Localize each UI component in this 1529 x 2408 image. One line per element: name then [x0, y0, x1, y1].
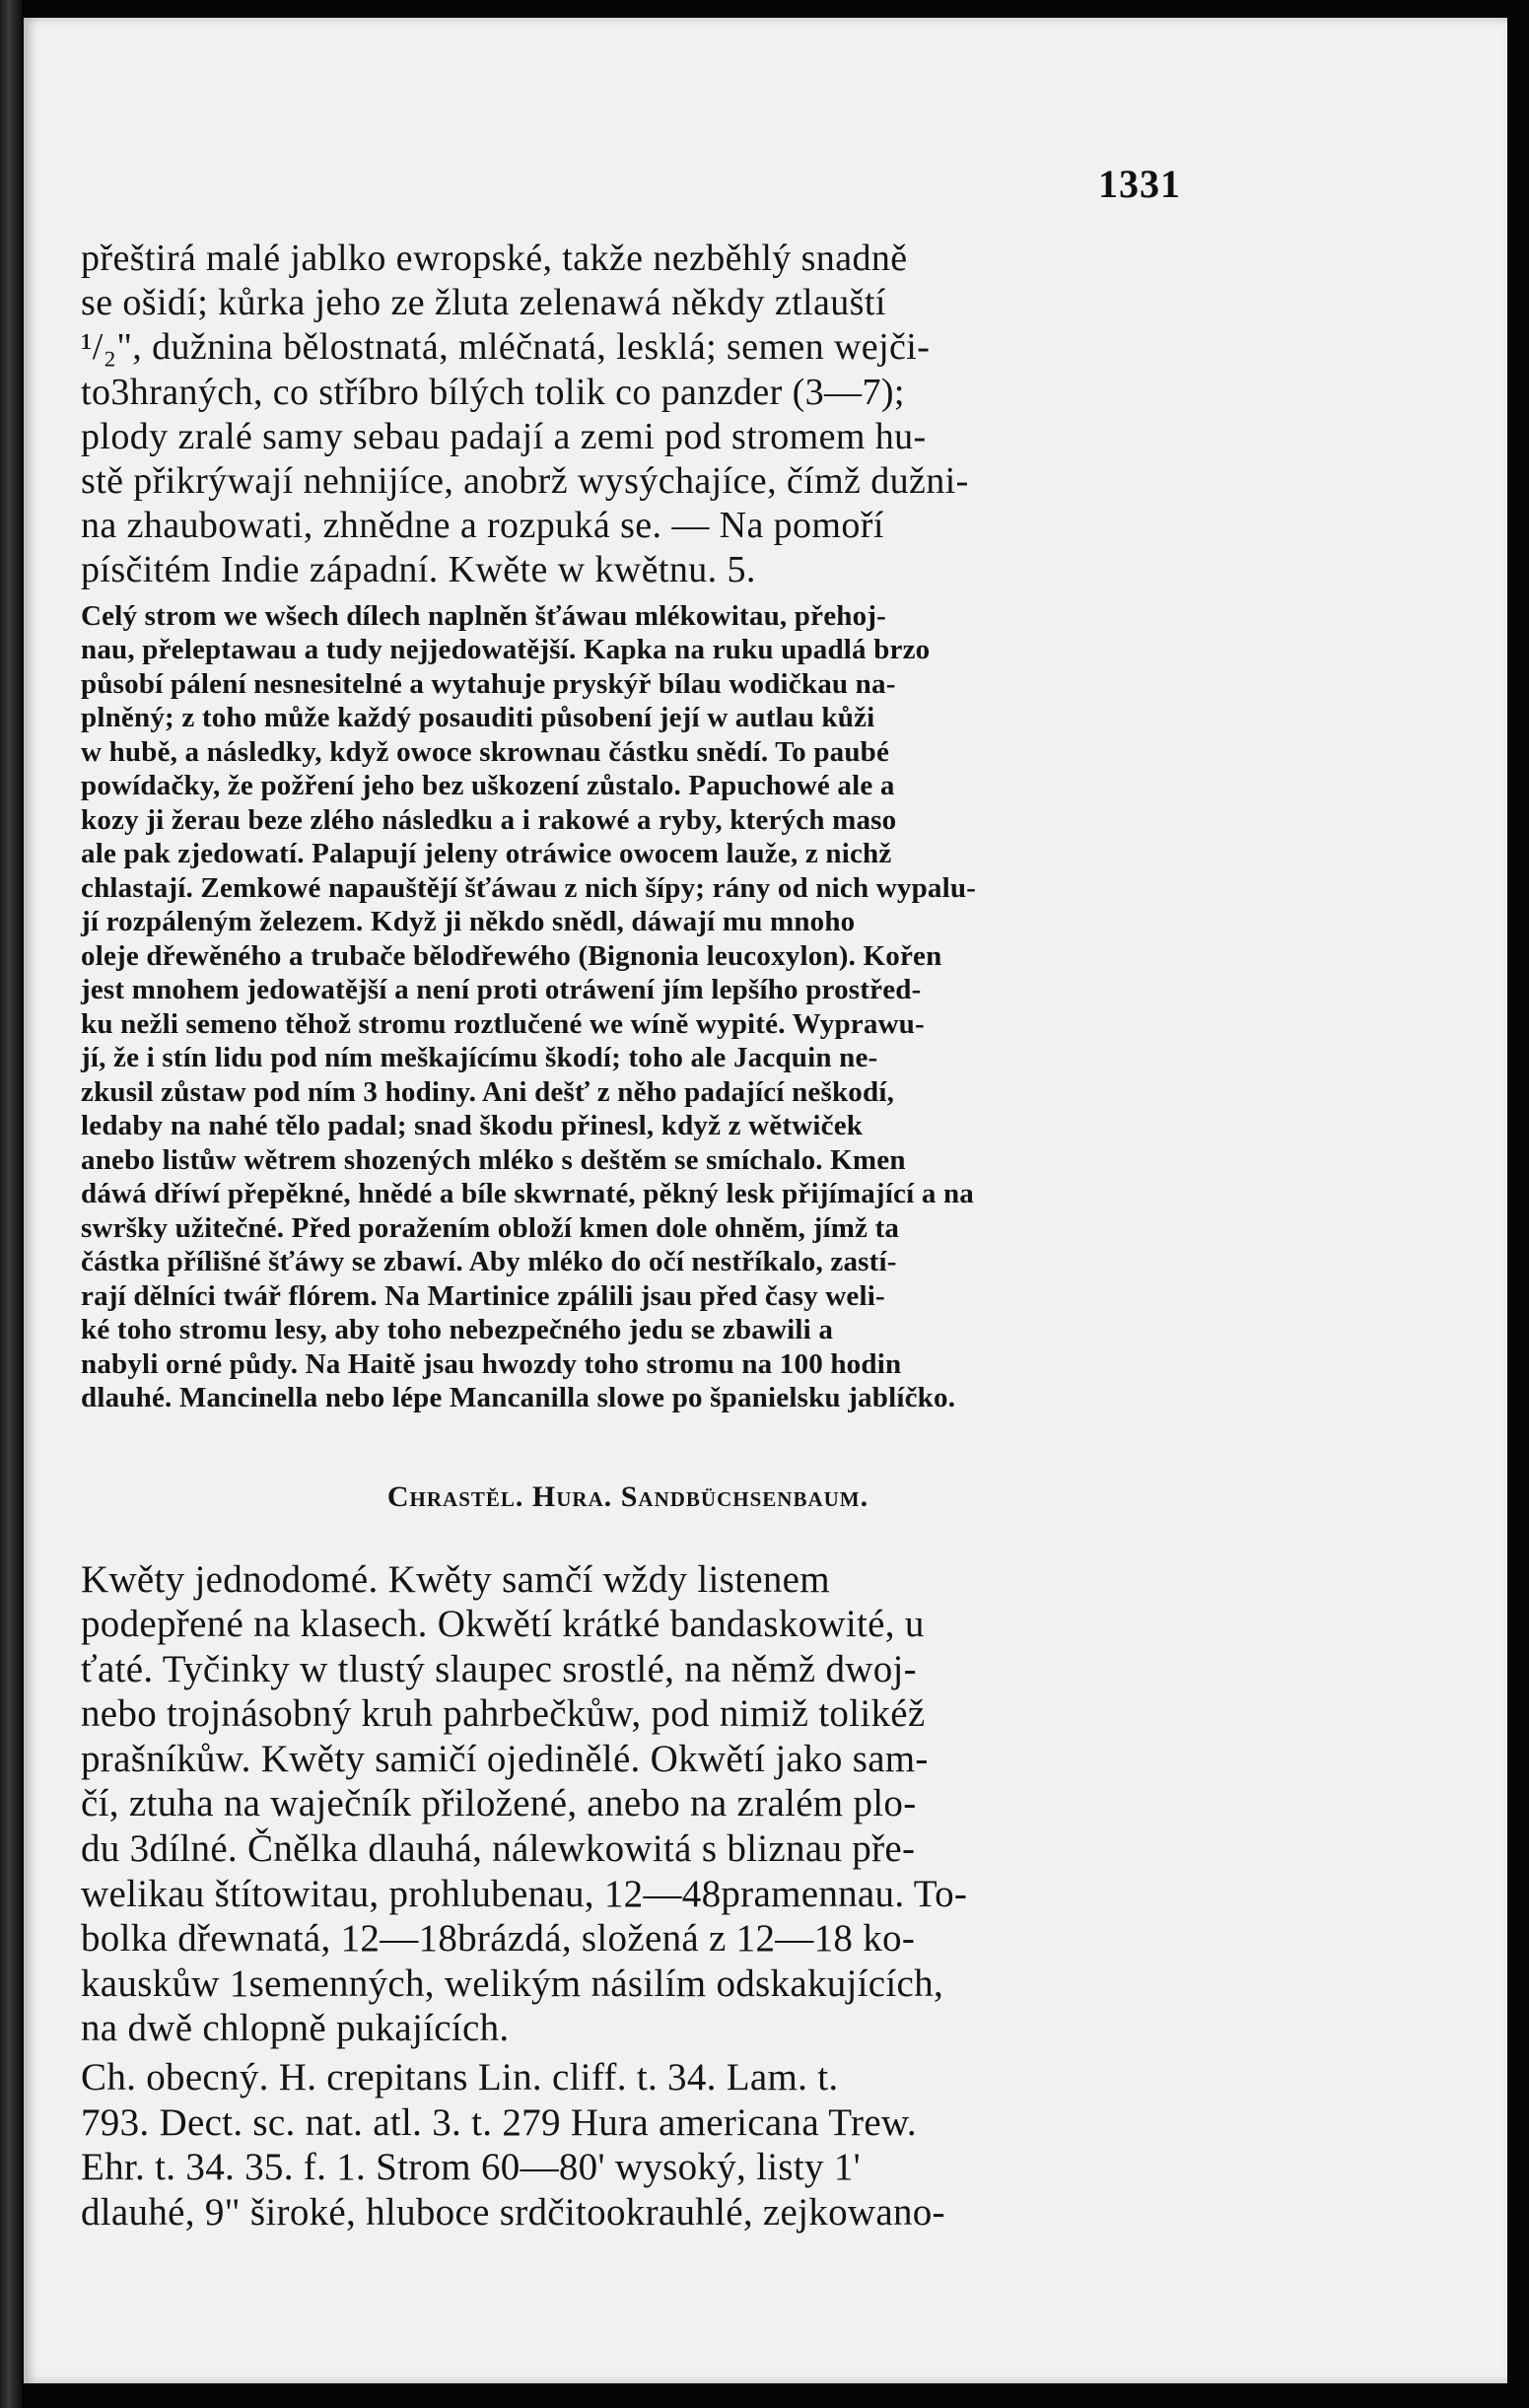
- text-line: welikau štítowitau, prohlubenau, 12—48pramennau. To-: [81, 1872, 968, 1915]
- note-line: částka přílišné šťáwy se zbawí. Aby mléko do očí nestříkalo, zastí-: [81, 1246, 897, 1277]
- note-line: jest mnohem jedowatější a není proti otráwení jím lepšího prostřed-: [81, 974, 922, 1005]
- note-line: jí rozpáleným železem. Když ji někdo snědl, dáwají mu mnoho: [81, 906, 856, 937]
- note-line: plněný; z toho může každý posauditi působení její w autlau kůži: [81, 702, 875, 733]
- note-small-print: [81, 599, 1175, 1415]
- note-line: působí pálení nesnesitelné a wytahuje pryskýř bílau wodičkau na-: [81, 667, 896, 700]
- text-line: podepřené na klasech. Okwětí krátké bandaskowité, u: [81, 1603, 925, 1646]
- note-line: zkusil zůstaw pod ním 3 hodiny. Ani dešť z něho padající neškodí,: [81, 1075, 895, 1108]
- note-line: jí, že i stín lidu pod ním meškajícímu škodí; toho ale Jacquin ne-: [81, 1042, 878, 1073]
- text-line: to3hraných, co stříbro bílých tolik co panzder (3—7);: [81, 371, 905, 413]
- paragraph-genus-description: [81, 1557, 1175, 2052]
- note-line: dáwá dříwí přepěkné, hnědé a bíle skwrnaté, pěkný lesk přijímající a na: [81, 1178, 975, 1209]
- text-line: na zhaubowati, zhnědne a rozpuká se. — Na pomoří: [81, 505, 884, 547]
- note-line: ku nežli semeno těhož stromu roztlučené we wíně wypité. Wyprawu-: [81, 1007, 925, 1040]
- note-line: powídačky, že požření jeho bez uškození zůstalo. Papuchowé ale a: [81, 770, 895, 801]
- note-line: ale pak zjedowatí. Palapují jeleny otráwice owocem lauže, z nichž: [81, 838, 892, 869]
- page-number: 1331: [1098, 162, 1181, 206]
- text-line: přeštirá malé jablko ewropské, takže nezběhlý snadně: [81, 238, 908, 279]
- note-line: nau, přeleptawau a tudy nejjedowatější. Kapka na ruku upadlá brzo: [81, 634, 931, 665]
- note-line: nabyli orné půdy. Na Haitě jsau hwozdy toho stromu na 100 hodin: [81, 1347, 902, 1380]
- note-line: kozy ji žerau beze zlého následku a i rakowé a ryby, kterých maso: [81, 803, 897, 836]
- section-heading: Chrastěl. Hura. Sandbüchsenbaum.: [386, 1479, 869, 1513]
- note-line: chlastají. Zemkowé napauštějí šťáwau z nich šípy; rány od nich wypalu-: [81, 871, 977, 904]
- paragraph-description-end: [81, 237, 1175, 593]
- text-line: ¹/₂", dužnina bělostnatá, mléčnatá, lesklá; semen wejči-: [81, 326, 931, 369]
- text-line: 793. Dect. sc. nat. atl. 3. t. 279 Hura americana Trew.: [81, 2100, 917, 2144]
- note-line: rají dělníci twář flórem. Na Martinice zpálili jsau před časy weli-: [81, 1279, 885, 1312]
- text-line: na dwě chlopně pukajících.: [81, 2007, 510, 2050]
- paragraph-species: [81, 2055, 1175, 2235]
- text-line: Ch. obecný. H. crepitans Lin. cliff. t. 34. Lam. t.: [81, 2056, 839, 2099]
- note-line: ledaby na nahé tělo padal; snad škodu přinesl, když z wětwiček: [81, 1110, 864, 1141]
- text-line: Kwěty jednodomé. Kwěty samčí wždy listenem: [81, 1557, 830, 1601]
- text-line: kauskůw 1semenných, welikým násilím odskakujících,: [81, 1961, 944, 2005]
- note-line: Celý strom we wšech dílech naplněn šťáwau mlékowitau, přehoj-: [81, 599, 887, 632]
- page-text: [81, 237, 1175, 2235]
- text-line: prašníkůw. Kwěty samičí ojedinělé. Okwětí jako sam-: [81, 1737, 929, 1780]
- note-line: dlauhé. Mancinella nebo lépe Mancanilla slowe po španielsku jablíčko.: [81, 1382, 956, 1413]
- note-line: anebo listůw wětrem shozených mléko s deštěm se smíchalo. Kmen: [81, 1143, 906, 1176]
- text-line: Ehr. t. 34. 35. f. 1. Strom 60—80' wysoký, listy 1': [81, 2146, 861, 2189]
- text-line: bolka dřewnatá, 12—18brázdá, složená z 12—18 ko-: [81, 1917, 916, 1961]
- text-line: plody zralé samy sebau padají a zemi pod stromem hu-: [81, 415, 927, 457]
- text-line: du 3dílné. Čnělka dlauhá, nálewkowitá s bliznau pře-: [81, 1827, 916, 1871]
- text-line: stě přikrýwají nehnijíce, anobrž wysýchajíce, čímž dužni-: [81, 459, 969, 502]
- note-line: ké toho stromu lesy, aby toho nebezpečného jedu se zbawili a: [81, 1314, 834, 1345]
- book-spine-edge: [0, 0, 22, 2408]
- book-page: [24, 18, 1507, 2383]
- text-line: se ošidí; kůrka jeho ze žluta zelenawá někdy ztlauští: [81, 282, 886, 324]
- note-line: swršky užitečné. Před poražením obloží kmen dole ohněm, jímž ta: [81, 1211, 900, 1244]
- note-line: w hubě, a následky, když owoce skrownau částku snědí. To paubé: [81, 735, 890, 768]
- note-line: oleje dřewěného a trubače bělodřewého (Bignonia leucoxylon). Kořen: [81, 939, 942, 972]
- text-line: písčitém Indie západní. Kwěte w kwětnu. 5.: [81, 549, 756, 591]
- text-line: čí, ztuha na waječník přiložené, anebo na zralém plo-: [81, 1782, 917, 1825]
- text-line: ťaté. Tyčinky w tlustý slaupec srostlé, na němž dwoj-: [81, 1647, 917, 1690]
- text-line: dlauhé, 9" široké, hluboce srdčitookrauhlé, zejkowano-: [81, 2190, 945, 2234]
- text-line: nebo trojnásobný kruh pahrbečkůw, pod nimiž tolikéž: [81, 1692, 926, 1736]
